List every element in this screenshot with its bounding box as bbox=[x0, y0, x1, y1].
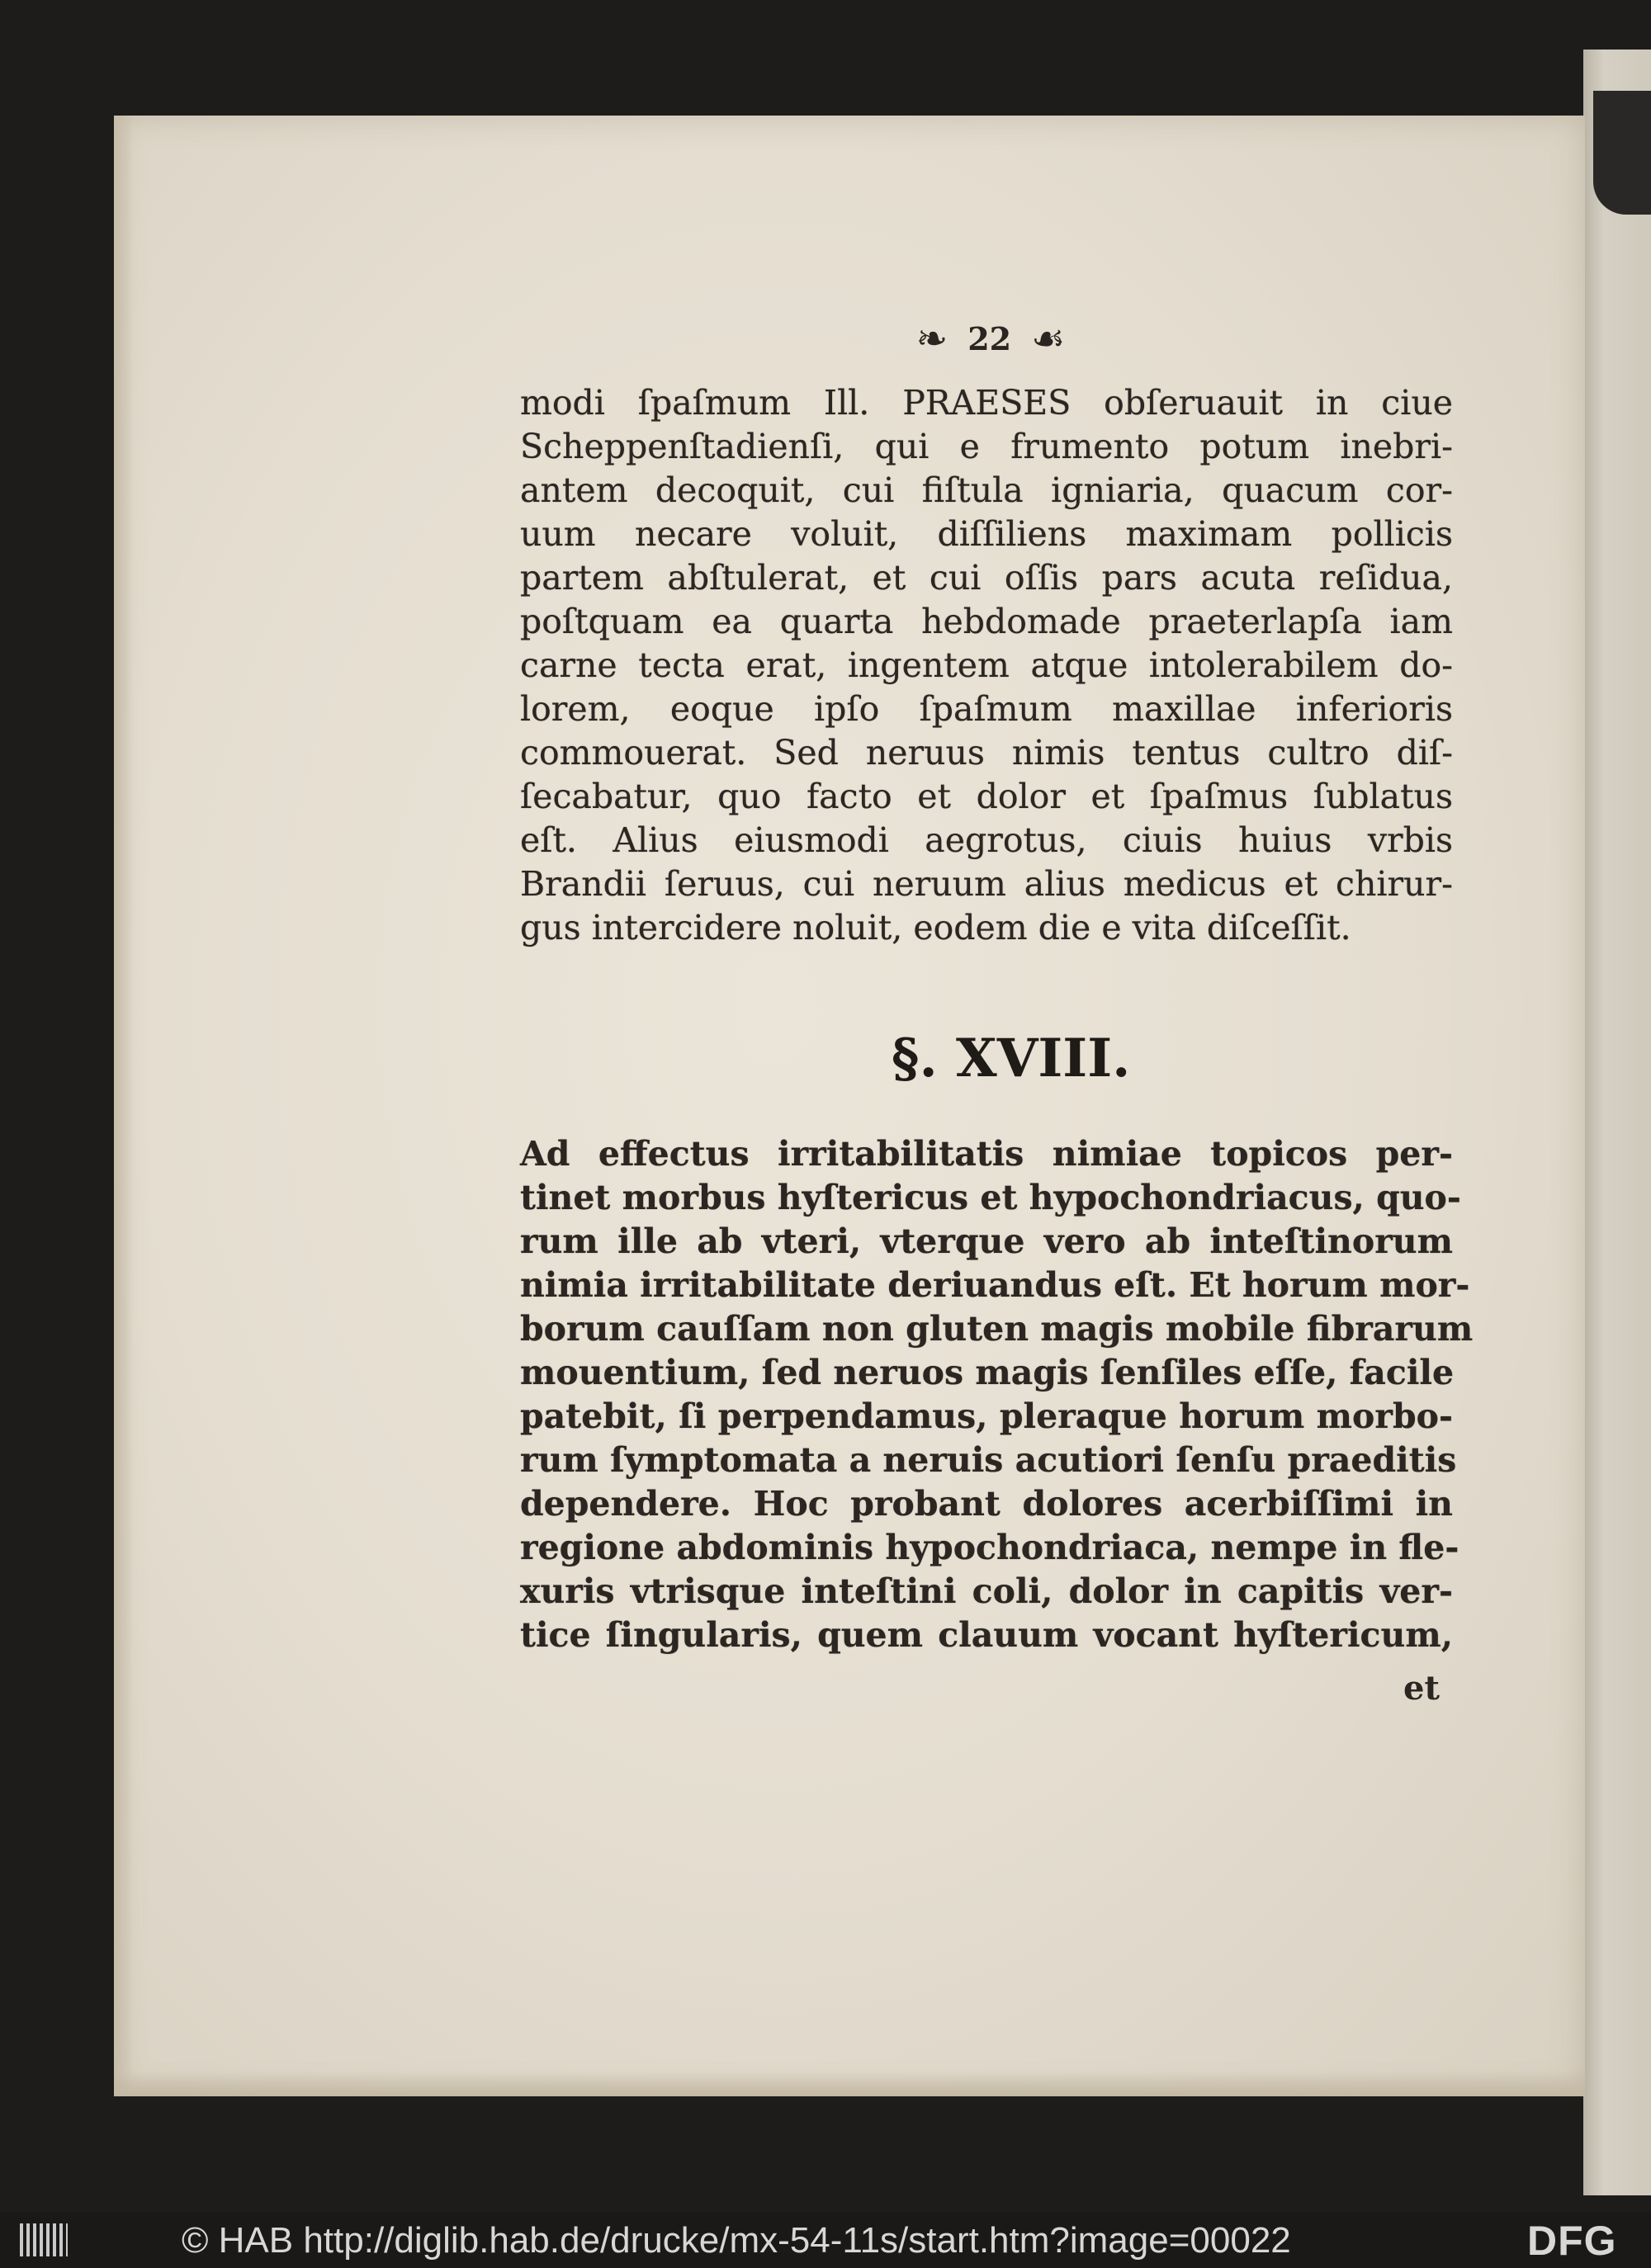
text-line: modi ſpaſmum Ill. PRAESES obſeruauit in ciue bbox=[520, 383, 1453, 423]
text-line: xuris vtrisque inteſtini coli, dolor in capitis ver- bbox=[520, 1571, 1453, 1611]
text-line: borum cauſſam non gluten magis mobile fibrarum bbox=[520, 1309, 1474, 1349]
text-line: nimia irritabilitate deriuandus eſt. Et horum mor- bbox=[520, 1265, 1470, 1305]
facing-page-edge bbox=[1583, 50, 1651, 2195]
text-line: tice ſingularis, quem clauum vocant hyſtericum, bbox=[520, 1615, 1453, 1655]
text-line: uum necare voluit, diſſiliens maximam pollicis bbox=[520, 514, 1453, 554]
paragraph-1 bbox=[520, 381, 1453, 950]
ornament-left-icon: ❧ bbox=[915, 316, 948, 361]
text-line: antem decoquit, cui fiſtula igniaria, quacum cor- bbox=[520, 470, 1453, 510]
dfg-logo: DFG bbox=[1527, 2218, 1617, 2264]
page-header bbox=[875, 314, 1106, 363]
text-line: rum ſymptomata a neruis acutiori ſenſu praeditis bbox=[520, 1440, 1457, 1480]
text-line: Brandii ſeruus, cui neruum alius medicus et chirur- bbox=[520, 864, 1453, 904]
text-line: tinet morbus hyſtericus et hypochondriacus, quo- bbox=[520, 1178, 1461, 1217]
text-line: commouerat. Sed neruus nimis tentus cultro diſ- bbox=[520, 733, 1453, 773]
section-heading: §. XVIII. bbox=[892, 1028, 1131, 1089]
text-line: dependere. Hoc probant dolores acerbiſſimi in bbox=[520, 1484, 1453, 1524]
barcode-icon bbox=[20, 2223, 68, 2256]
text-line: mouentium, ſed neruos magis ſenſiles eſſe, facile bbox=[520, 1353, 1455, 1392]
page-edge-bottom bbox=[114, 2072, 1585, 2096]
text-line: ſecabatur, quo facto et dolor et ſpaſmus ſublatus bbox=[520, 777, 1453, 816]
text-line: regione abdominis hypochondriaca, nempe in fle- bbox=[520, 1528, 1459, 1567]
ornament-right-icon: ☙ bbox=[1031, 316, 1066, 361]
text-line: lorem, eoque ipſo ſpaſmum maxillae inferioris bbox=[520, 689, 1453, 729]
footer-bar bbox=[0, 2212, 1651, 2268]
text-line: eſt. Alius eiusmodi aegrotus, ciuis huius vrbis bbox=[520, 820, 1453, 860]
page-number: 22 bbox=[967, 319, 1012, 357]
catchword: et bbox=[1403, 1669, 1440, 1708]
page-edge-left bbox=[114, 116, 134, 2096]
text-line: partem abſtulerat, et cui oſſis pars acuta reſidua, bbox=[520, 558, 1453, 598]
text-line: Scheppenſtadienſi, qui e frumento potum inebri- bbox=[520, 427, 1453, 466]
text-line: gus intercidere noluit, eodem die e vita diſceſſit. bbox=[520, 908, 1351, 947]
text-line: carne tecta erat, ingentem atque intolerabilem do- bbox=[520, 645, 1453, 685]
text-line: rum ille ab vteri, vterque vero ab inteſtinorum bbox=[520, 1221, 1453, 1261]
text-line: poſtquam ea quarta hebdomade praeterlapſa iam bbox=[520, 602, 1453, 641]
text-line: Ad effectus irritabilitatis nimiae topicos per- bbox=[520, 1134, 1453, 1174]
text-line: patebit, ſi perpendamus, pleraque horum morbo- bbox=[520, 1396, 1453, 1436]
footer-link[interactable]: © HAB http://diglib.hab.de/drucke/mx-54-11s/start.htm?image=00022 bbox=[182, 2220, 1291, 2261]
paragraph-2 bbox=[520, 1132, 1474, 1657]
facing-page-shadow bbox=[1593, 91, 1651, 215]
